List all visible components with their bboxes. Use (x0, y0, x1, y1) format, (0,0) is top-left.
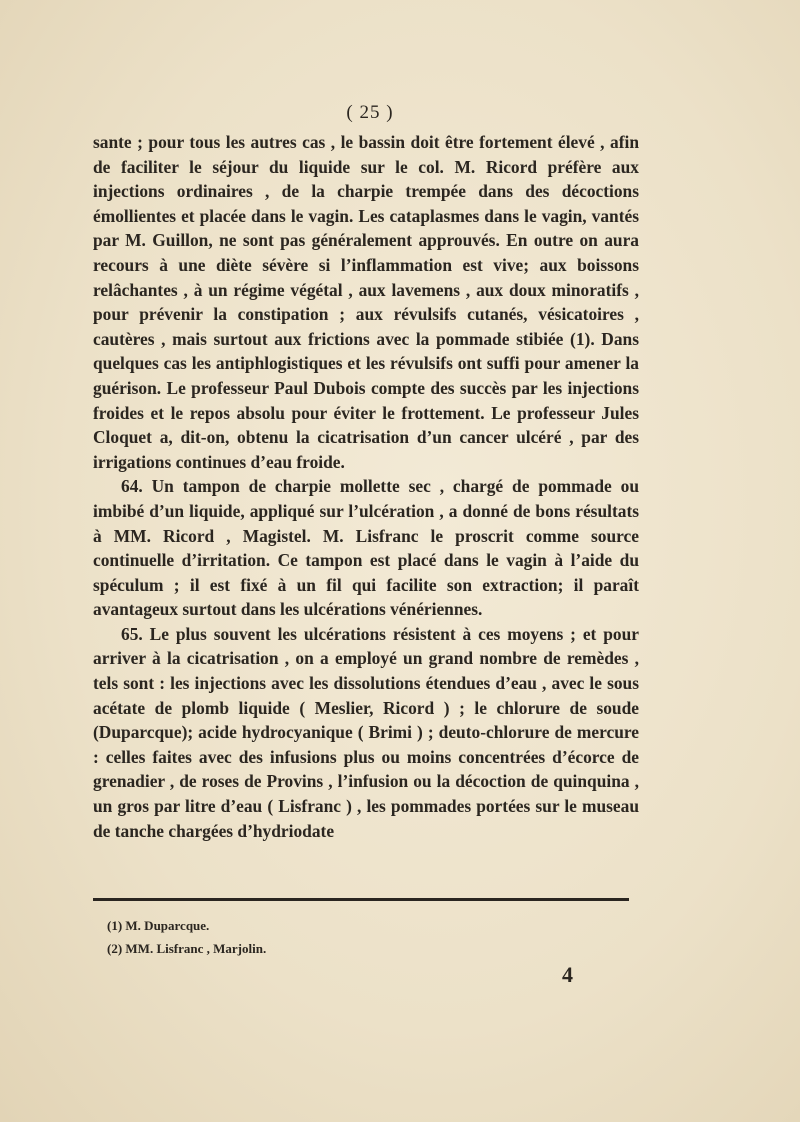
paragraph-continuation: sante ; pour tous les autres cas , le bassin doit être fortement élevé , afin de faciliter le séjour du liquide sur le col. M. Ricord préfère aux injections ordinaires , de la charpie trempée dans des décoctions émollientes et placée dans le vagin. Les cataplasmes dans le vagin, vantés par M. Guillon, ne sont pas généralement approuvés. En outre on aura recours à une diète sévère si l’inflammation est vive; aux boissons relâchantes , à un régime végétal , aux lavemens , aux doux minoratifs , pour prévenir la constipation ; aux révulsifs cutanés, vésicatoires , cautères , mais surtout aux frictions avec la pommade stibiée (1). Dans quelques cas les antiphlogistiques et les révulsifs ont suffi pour amener la guérison. Le professeur Paul Dubois compte des succès par les injections froides et le repos absolu pour éviter le frottement. Le professeur Jules Cloquet a, dit-on, obtenu la cicatrisation d’un cancer ulcéré , par des irrigations continues d’eau froide. (93, 132, 639, 472)
paragraph-64: 64. Un tampon de charpie mollette sec , chargé de pommade ou imbibé d’un liquide, appliqué sur l’ulcération , a donné de bons résultats à MM. Ricord , Magistel. M. Lisfranc le proscrit comme source continuelle d’irritation. Ce tampon est placé dans le vagin à l’aide du spéculum ; il est fixé à un fil qui facilite son extraction; il paraît avantageux surtout dans les ulcérations vénériennes. (93, 476, 639, 620)
footnote-divider (93, 898, 629, 901)
page-number: ( 25 ) (346, 102, 394, 123)
body-text (93, 130, 639, 843)
footnote-1: (1) M. Duparcque. (107, 918, 210, 933)
footnote-2: (2) MM. Lisfranc , Marjolin. (107, 941, 267, 956)
paragraph-65: 65. Le plus souvent les ulcérations résistent à ces moyens ; et pour arriver à la cicatrisation , on a employé un grand nombre de remèdes , tels sont : les injections avec les dissolutions étendues d’eau , avec le sous acétate de plomb liquide ( Meslier, Ricord ) ; le chlorure de soude (Duparcque); acide hydrocyanique ( Brimi ) ; deuto-chlorure de mercure : celles faites avec des infusions plus ou moins concentrées d’écorce de grenadier , de roses de Provins , l’infusion ou la décoction de quinquina , un gros par litre d’eau ( Lisfranc ) , les pommades portées sur le museau de tanche chargées d’hydriodate (93, 623, 639, 841)
signature-mark: 4 (562, 962, 573, 987)
footnotes (107, 914, 607, 960)
